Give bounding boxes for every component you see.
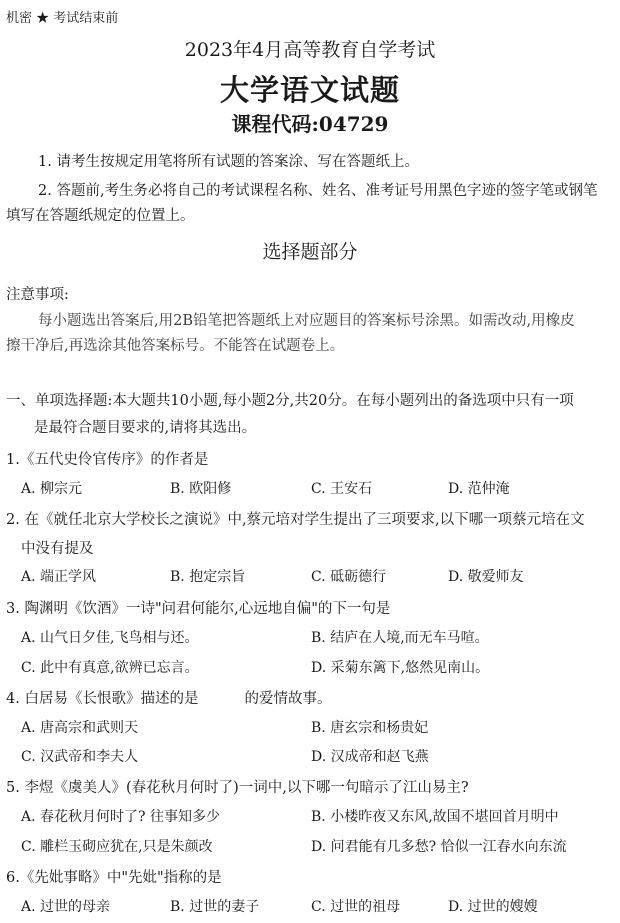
- subject-title: 大学语文试题: [219, 73, 400, 107]
- q6-option-d[interactable]: D. 过世的嫂嫂: [448, 899, 538, 915]
- q5-option-a[interactable]: A. 春花秋月何时了? 往事知多少: [21, 809, 220, 825]
- q4-option-c[interactable]: C. 汉武帝和李夫人: [21, 749, 139, 765]
- q3-option-a[interactable]: A. 山气日夕佳,飞鸟相与还。: [21, 630, 199, 646]
- instruction-2-line1: 2. 答题前,考生务必将自己的考试课程名称、姓名、准考证号用黑色字迹的签字笔或钢笔: [38, 183, 598, 199]
- q2-option-d[interactable]: D. 敬爱师友: [448, 569, 524, 585]
- q5-option-d[interactable]: D. 问君能有几多愁? 恰似一江春水向东流: [311, 839, 567, 855]
- q3-option-d[interactable]: D. 采菊东篱下,悠然见南山。: [311, 660, 490, 676]
- question-5-stem: 5. 李煜《虞美人》(春花秋月何时了)一词中,以下哪一句暗示了江山易主?: [6, 780, 469, 796]
- q6-option-c[interactable]: C. 过世的祖母: [311, 899, 401, 915]
- course-code: 课程代码:04729: [231, 112, 389, 136]
- question-1-stem: 1.《五代史伶官传序》的作者是: [6, 452, 209, 468]
- part1-heading-line2: 是最符合题目要求的,请将其选出。: [34, 420, 257, 436]
- q2-option-b[interactable]: B. 抱定宗旨: [170, 569, 246, 585]
- q6-option-a[interactable]: A. 过世的母亲: [21, 899, 111, 915]
- q1-option-c[interactable]: C. 王安石: [311, 481, 373, 497]
- exam-title: 2023年4月高等教育自学考试: [184, 39, 436, 61]
- q4-option-a[interactable]: A. 唐高宗和武则天: [21, 720, 139, 736]
- question-2-stem-line1: 2. 在《就任北京大学校长之演说》中,蔡元培对学生提出了三项要求,以下哪一项蔡元培在文: [6, 512, 585, 528]
- q4-option-b[interactable]: B. 唐玄宗和杨贵妃: [311, 720, 429, 736]
- q3-option-c[interactable]: C. 此中有真意,欲辨已忘言。: [21, 660, 199, 676]
- instruction-1: 1. 请考生按规定用笔将所有试题的答案涂、写在答题纸上。: [38, 154, 419, 170]
- question-6-stem: 6.《先妣事略》中"先妣"指称的是: [6, 870, 222, 886]
- section-title: 选择题部分: [262, 241, 358, 263]
- instruction-2-line2: 填写在答题纸规定的位置上。: [6, 208, 195, 224]
- q2-option-c[interactable]: C. 砥砺德行: [311, 569, 387, 585]
- notice-line-2: 擦干净后,再选涂其他答案标号。不能答在试题卷上。: [6, 338, 345, 354]
- q4-option-d[interactable]: D. 汉成帝和赵飞燕: [311, 749, 429, 765]
- q5-option-c[interactable]: C. 雕栏玉砌应犹在,只是朱颜改: [21, 839, 213, 855]
- part1-heading-line1: 一、单项选择题:本大题共10小题,每小题2分,共20分。在每小题列出的备选项中只有一项: [6, 393, 574, 409]
- q3-option-b[interactable]: B. 结庐在人境,而无车马喧。: [311, 630, 489, 646]
- confidential-label: 机密 ★ 考试结束前: [6, 11, 119, 26]
- q5-option-b[interactable]: B. 小楼昨夜又东风,故国不堪回首月明中: [311, 809, 559, 825]
- question-3-stem: 3. 陶渊明《饮酒》一诗"问君何能尔,心远地自偏"的下一句是: [6, 601, 391, 617]
- question-4-stem-part2: 的爱情故事。: [244, 691, 332, 707]
- q1-option-d[interactable]: D. 范仲淹: [448, 481, 510, 497]
- q6-option-b[interactable]: B. 过世的妻子: [170, 899, 260, 915]
- q1-option-a[interactable]: A. 柳宗元: [21, 481, 83, 497]
- notice-line-1: 每小题选出答案后,用2B铅笔把答题纸上对应题目的答案标号涂黑。如需改动,用橡皮: [38, 313, 575, 329]
- question-4-stem-part1: 4. 白居易《长恨歌》描述的是: [6, 691, 199, 707]
- question-2-stem-line2: 中没有提及: [21, 541, 94, 557]
- notice-label: 注意事项:: [6, 287, 69, 303]
- q2-option-a[interactable]: A. 端正学风: [21, 569, 97, 585]
- question-4-stem: [6, 687, 331, 708]
- q1-option-b[interactable]: B. 欧阳修: [170, 481, 232, 497]
